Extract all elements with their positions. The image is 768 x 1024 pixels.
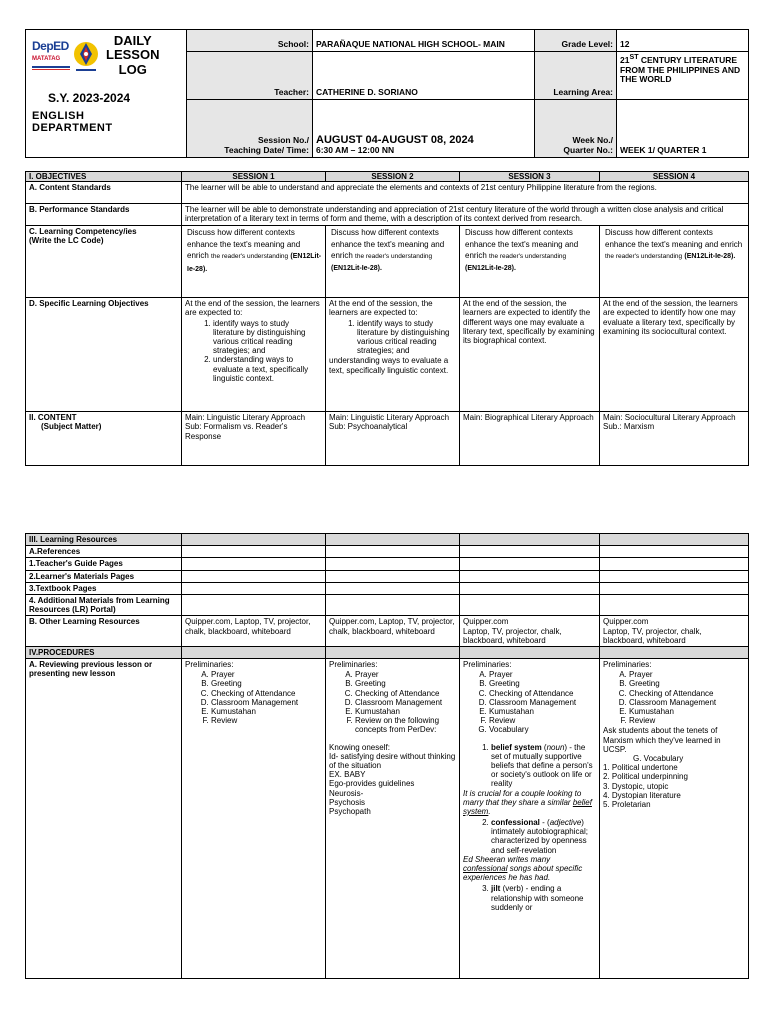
learning-area-value <box>617 52 749 100</box>
area-value-superscript: ST <box>629 53 639 61</box>
empty-cell <box>600 558 749 570</box>
empty-cell <box>182 646 326 658</box>
time-value: 6:30 AM – 12:00 NN <box>316 145 395 156</box>
s2-extra-line: Psychopath <box>329 806 371 816</box>
vocab-example-text: Ed Sheeran writes many <box>463 854 551 864</box>
competency-s2-code: (EN12Lit-Ie-28). <box>331 264 382 272</box>
vocab-pos: adjective <box>549 818 582 828</box>
area-value-text: CENTURY LITERATURE FROM THE PHILIPPINES AND THE WORLD <box>620 54 741 85</box>
week-label-line2: Quarter No.: <box>563 145 613 156</box>
content-s4-main: Main: Sociocultural Literary Approach <box>603 413 736 423</box>
empty-cell <box>600 534 749 546</box>
s2-extra-line: Neurosis- <box>329 788 364 798</box>
list-item: A. Prayer <box>211 670 322 679</box>
teacher-label: Teacher: <box>187 52 313 100</box>
week-quarter-value: WEEK 1/ QUARTER 1 <box>617 100 749 158</box>
list-item: A. Prayer <box>489 670 596 679</box>
empty-cell <box>326 570 460 582</box>
competency-s4-small: the reader's understanding <box>605 253 683 261</box>
vocab-pos: verb <box>505 884 521 894</box>
empty-cell <box>182 546 326 558</box>
deped-logo-text: DepED <box>32 39 69 53</box>
s4-vocab-item: 4. Dystopian literature <box>603 790 681 800</box>
performance-standards-text: The learner will be able to demonstrate understanding and appreciation of 21st century literature of the world through a written close analysis and critical interpretation of a literary text in terms of form and theme, with a description of its context derived from research. <box>182 204 749 226</box>
competency-session-3 <box>460 226 600 298</box>
content-s4-sub: Sub.: Marxism <box>603 422 655 432</box>
dll-title <box>106 34 159 77</box>
specific-objectives-session-3: At the end of the session, the learners are expected to identify the different ways one may evaluate a literary text, specifically by examining its biographical context. <box>460 298 600 412</box>
learning-area-label: Learning Area: <box>535 52 617 100</box>
other-resources-session-3 <box>460 616 600 647</box>
vocab-example-text: It is crucial for a couple looking to marry that they share a similar <box>463 788 582 807</box>
prelim-s4-list <box>603 670 745 725</box>
dll-title-line2: LESSON <box>106 47 160 63</box>
specific-objectives-session-4: At the end of the session, the learners are expected to identify how one may evaluate a literary text, specifically by examining its sociocultural context. <box>600 298 749 412</box>
list-item: B. Greeting <box>629 679 745 688</box>
empty-cell <box>182 534 326 546</box>
empty-cell <box>326 558 460 570</box>
teacher-value: CATHERINE D. SORIANO <box>313 52 535 100</box>
content-label <box>26 412 182 466</box>
s2-extra-line: EX. BABY <box>329 770 366 780</box>
empty-cell <box>182 558 326 570</box>
competency-s1-small: the reader's understanding <box>211 253 289 261</box>
vocab-item-jilt: 3. jilt (verb) - ending a relationship with someone suddenly or <box>491 884 596 912</box>
vocab-term: belief system <box>491 742 542 752</box>
list-item: 1. identify ways to study literature by distinguishing various critical reading strategies; and <box>357 319 456 356</box>
performance-standards-label: B. Performance Standards <box>26 204 182 226</box>
specific-s2-tail: understanding ways to evaluate a text, specifically linguistic context. <box>329 356 449 375</box>
competency-s3-small: the reader's understanding <box>489 253 567 261</box>
competency-session-2 <box>326 226 460 298</box>
vocab-example-1: It is crucial for a couple looking to marry that they share a similar belief system. <box>463 788 592 816</box>
specific-objectives-session-2 <box>326 298 460 412</box>
vocab-item-belief-system: 1. belief system (noun) - the set of mutually supportive beliefs that define a person's or society's outlook on life or reality <box>491 743 596 789</box>
deped-logo <box>32 40 70 86</box>
department-name <box>32 110 182 135</box>
vocab-example-term: confessional <box>463 864 508 873</box>
vocab-term: jilt <box>491 884 501 894</box>
vocab-example-2 <box>463 855 596 883</box>
empty-cell <box>326 582 460 594</box>
deped-underline-icon <box>32 63 70 73</box>
vocab-definition: intimately autobiographical; characterized by openness and self-revelation <box>491 827 588 855</box>
vocab-term: confessional <box>491 818 540 828</box>
s4-vocab-item: 5. Proletarian <box>603 799 651 809</box>
list-item: B. Greeting <box>211 679 322 688</box>
textbook-label: 3.Textbook Pages <box>26 582 182 594</box>
competency-s4-text: Discuss how different contexts enhance the text's meaning and enrich <box>605 228 743 249</box>
content-standards-text: The learner will be able to understand and appreciate the elements and contexts of 21st century Philippine literature from the regions. <box>182 182 749 204</box>
additional-materials-label: 4. Additional Materials from Learning Resources (LR) Portal) <box>26 594 182 615</box>
specific-s1-list <box>185 319 322 383</box>
vocabulary-list-3 <box>463 884 596 912</box>
list-item: E. Kumustahan <box>629 707 745 716</box>
empty-cell <box>460 558 600 570</box>
s2-extra-line: Knowing oneself: <box>329 742 390 752</box>
empty-cell <box>600 582 749 594</box>
session-3-header: SESSION 3 <box>460 172 600 182</box>
list-item: E. Kumustahan <box>489 707 596 716</box>
content-session-2 <box>326 412 460 466</box>
competency-s3-text: Discuss how different contexts enhance the text's meaning and enrich <box>465 228 579 261</box>
matatag-logo-text: MATATAG <box>32 55 61 62</box>
content-label-line2: (Subject Matter) <box>41 422 102 432</box>
specific-objectives-label: D. Specific Learning Objectives <box>26 298 182 412</box>
empty-cell <box>182 594 326 615</box>
objectives-table <box>25 171 749 466</box>
empty-cell <box>600 646 749 658</box>
list-item: D. Classroom Management <box>489 698 596 707</box>
list-item: F. Review on the following concepts from PerDev: <box>355 716 456 734</box>
vocab-example-tail: songs about specific experiences he has had. <box>463 864 583 883</box>
session-label-line1: Session No./ <box>257 135 309 146</box>
empty-cell <box>460 594 600 615</box>
other-s4-line2: Laptop, TV, projector, chalk, blackboard, whiteboard <box>603 626 702 645</box>
content-session-1 <box>182 412 326 466</box>
list-item: D. Classroom Management <box>211 698 322 707</box>
other-s4-line1: Quipper.com <box>603 617 649 627</box>
area-value-number: 21 <box>620 54 630 65</box>
competency-s4-code: (EN12Lit-Ie-28). <box>684 253 736 261</box>
list-item: C. Checking of Attendance <box>629 689 745 698</box>
prelim-s3-list <box>463 670 596 734</box>
bagong-pilipinas-seal-icon <box>72 38 100 76</box>
department-line1: ENGLISH <box>32 109 85 122</box>
empty-cell <box>600 570 749 582</box>
list-item: C. Checking of Attendance <box>211 689 322 698</box>
content-s2-main: Main: Linguistic Literary Approach <box>329 413 450 423</box>
s4-vocab-item: 1. Political undertone <box>603 763 678 773</box>
competency-s2-small: the reader's understanding <box>355 253 433 261</box>
empty-cell <box>182 570 326 582</box>
content-standards-label: A. Content Standards <box>26 182 182 204</box>
grade-level-value: 12 <box>617 30 749 52</box>
objectives-header: I. OBJECTIVES <box>26 172 182 182</box>
s2-extra-line: Psychosis <box>329 797 366 807</box>
prelim-s2-list <box>329 670 456 734</box>
empty-cell <box>326 534 460 546</box>
content-s2-sub: Sub: Psychoanalytical <box>329 422 408 432</box>
list-item: C. Checking of Attendance <box>355 689 456 698</box>
competency-s1-text: Discuss how different contexts enhance the text's meaning and enrich <box>187 228 301 261</box>
vocab-example-term: belief system <box>463 797 592 816</box>
s2-extra-line: Id- satisfying desire without thinking of the situation <box>329 751 456 770</box>
list-item: B. Greeting <box>355 679 456 688</box>
vocabulary-list <box>463 743 596 789</box>
empty-cell <box>460 570 600 582</box>
dll-title-line3: LOG <box>118 61 147 77</box>
session-date-label <box>187 100 313 158</box>
competency-s2-text: Discuss how different contexts enhance the text's meaning and enrich <box>331 228 445 261</box>
s2-extra-line: Ego-provides guidelines <box>329 779 415 789</box>
list-item: A. Prayer <box>355 670 456 679</box>
other-resources-session-1: Quipper.com, Laptop, TV, projector, chalk, blackboard, whiteboard <box>182 616 326 647</box>
s4-vocab-item: 2. Political underpinning <box>603 772 688 782</box>
list-item: D. Classroom Management <box>629 698 745 707</box>
session-1-header: SESSION 1 <box>182 172 326 182</box>
specific-objectives-session-1 <box>182 298 326 412</box>
other-resources-label: B. Other Learning Resources <box>26 616 182 647</box>
school-label: School: <box>187 30 313 52</box>
list-item: 1. identify ways to study literature by distinguishing various critical reading strategies; and <box>213 319 322 356</box>
competency-session-4 <box>600 226 749 298</box>
prelim-s3: Preliminaries: <box>463 660 512 670</box>
empty-cell <box>182 582 326 594</box>
procedures-session-4 <box>600 659 749 979</box>
other-s3-line2: Laptop, TV, projector, chalk, blackboard, whiteboard <box>463 626 562 645</box>
content-s3-main: Main: Biographical Literary Approach <box>463 413 594 423</box>
vocab-item-confessional: 2. confessional - (adjective) intimately autobiographical; characterized by openness and self-revelation <box>491 818 596 855</box>
other-resources-session-2: Quipper.com, Laptop, TV, projector, chalk, blackboard, whiteboard <box>326 616 460 647</box>
specific-s1-intro: At the end of the session, the learners are expected to: <box>185 299 320 318</box>
dll-title-line1: DAILY <box>113 33 152 48</box>
prelim-s4: Preliminaries: <box>603 660 652 670</box>
empty-cell <box>460 646 600 658</box>
s4-vocab-heading: G. Vocabulary <box>633 753 684 763</box>
competency-session-1 <box>182 226 326 298</box>
list-item: E. Kumustahan <box>355 707 456 716</box>
other-resources-session-4 <box>600 616 749 647</box>
list-item: D. Classroom Management <box>355 698 456 707</box>
specific-s2-intro: At the end of the session, the learners are expected to: <box>329 299 433 318</box>
learners-materials-label: 2.Learner's Materials Pages <box>26 570 182 582</box>
empty-cell <box>326 594 460 615</box>
session-2-header: SESSION 2 <box>326 172 460 182</box>
grade-level-label: Grade Level: <box>535 30 617 52</box>
s4-vocab-item: 3. Dystopic, utopic <box>603 781 669 791</box>
competency-label-line2: (Write the LC Code) <box>29 236 104 246</box>
list-item: C. Checking of Attendance <box>489 689 596 698</box>
dates-value: AUGUST 04-AUGUST 08, 2024 <box>316 133 474 146</box>
session-label-line2: Teaching Date/ Time: <box>224 145 309 156</box>
session-4-header: SESSION 4 <box>600 172 749 182</box>
session-date-value <box>313 100 535 158</box>
empty-cell <box>460 582 600 594</box>
list-item: 2. understanding ways to evaluate a text, specifically linguistic context. <box>213 355 322 383</box>
list-item: A. Prayer <box>629 670 745 679</box>
brand-cell <box>26 30 187 158</box>
procedures-session-1 <box>182 659 326 979</box>
empty-cell <box>460 546 600 558</box>
week-label-line1: Week No./ <box>572 135 613 146</box>
list-item: F. Review <box>211 716 322 725</box>
competency-label-line1: C. Learning Competency/ies <box>29 227 137 237</box>
competency-label <box>26 226 182 298</box>
procedures-heading: IV.PROCEDURES <box>26 646 182 658</box>
competency-s1-code: (EN12Lit-Ie-28). <box>187 253 322 273</box>
list-item: F. Review <box>489 716 596 725</box>
content-session-3 <box>460 412 600 466</box>
vocab-definition: ending a relationship with someone suddenly or <box>491 884 584 912</box>
empty-cell <box>326 546 460 558</box>
competency-s3-code: (EN12Lit-Ie-28). <box>465 264 516 272</box>
list-item: E. Kumustahan <box>211 707 322 716</box>
other-s3-line1: Quipper.com <box>463 617 509 627</box>
content-s1-sub: Sub: Formalism vs. Reader's Response <box>185 422 288 441</box>
school-value: PARAÑAQUE NATIONAL HIGH SCHOOL- MAIN <box>313 30 535 52</box>
resources-procedures-table <box>25 533 749 979</box>
content-label-line1: II. CONTENT <box>29 413 77 423</box>
prelim-s1: Preliminaries: <box>185 660 234 670</box>
vocab-pos: noun <box>546 742 565 752</box>
teachers-guide-label: 1.Teacher's Guide Pages <box>26 558 182 570</box>
reviewing-lesson-label: A. Reviewing previous lesson or presenting new lesson <box>26 659 182 979</box>
school-year: S.Y. 2023-2024 <box>48 91 131 105</box>
empty-cell <box>460 534 600 546</box>
prelim-s2: Preliminaries: <box>329 660 378 670</box>
learning-resources-heading: III. Learning Resources <box>26 534 182 546</box>
list-item: F. Review <box>629 716 745 725</box>
content-s1-main: Main: Linguistic Literary Approach <box>185 413 306 423</box>
references-label: A.References <box>26 546 182 558</box>
list-item: B. Greeting <box>489 679 596 688</box>
procedures-session-3 <box>460 659 600 979</box>
prelim-s1-list <box>185 670 322 725</box>
empty-cell <box>600 546 749 558</box>
s4-ask-text: Ask students about the tenets of Marxism which they've learned in UCSP. <box>603 726 721 754</box>
vocabulary-list-2 <box>463 818 596 855</box>
empty-cell <box>326 646 460 658</box>
list-item: G. Vocabulary <box>489 725 596 734</box>
specific-s2-list <box>329 319 456 356</box>
vocab-definition: the set of mutually supportive beliefs that define a person's or society's outlook on life or reality <box>491 742 593 789</box>
content-session-4 <box>600 412 749 466</box>
procedures-session-2 <box>326 659 460 979</box>
week-quarter-label <box>535 100 617 158</box>
header-table <box>25 29 749 158</box>
department-line2: DEPARTMENT <box>32 122 113 135</box>
empty-cell <box>600 594 749 615</box>
